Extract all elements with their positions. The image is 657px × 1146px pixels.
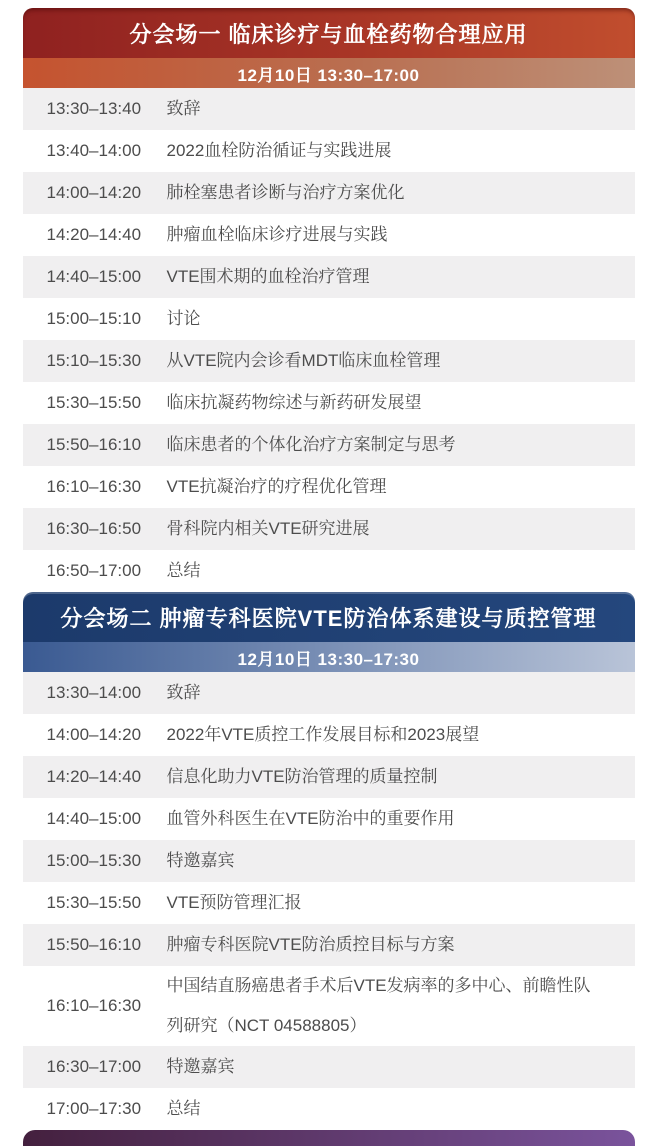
schedule-row [23, 298, 635, 340]
schedule-row [23, 1088, 635, 1130]
row-topic: 肺栓塞患者诊断与治疗方案优化 [166, 183, 405, 203]
schedule-row [23, 340, 635, 382]
row-time: 15:00–15:30 [46, 851, 142, 870]
schedule-row [23, 550, 635, 592]
schedule-row [23, 382, 635, 424]
row-topic: 临床抗凝药物综述与新药研发展望 [166, 393, 422, 413]
row-topic: 特邀嘉宾 [166, 851, 235, 871]
schedule-row [23, 756, 635, 798]
row-topic: 骨科院内相关VTE研究进展 [166, 519, 370, 539]
row-time: 13:30–14:00 [46, 683, 142, 702]
row-topic: 2022年VTE质控工作发展目标和2023展望 [166, 725, 480, 745]
row-topic: 中国结直肠癌患者手术后VTE发病率的多中心、前瞻性队列研究（NCT 04588805） [166, 976, 591, 1035]
row-topic: 特邀嘉宾 [166, 1056, 235, 1076]
row-time: 17:00–17:30 [46, 1098, 142, 1118]
session-2-datetime [23, 642, 635, 672]
row-topic: VTE围术期的血栓治疗管理 [166, 267, 370, 287]
row-topic: 信息化助力VTE防治管理的质量控制 [166, 767, 438, 787]
row-time: 15:30–15:50 [46, 893, 142, 912]
row-time: 14:40–15:00 [46, 267, 142, 286]
schedule-row [23, 466, 635, 508]
row-time: 15:50–16:10 [46, 935, 142, 954]
row-time: 13:40–14:00 [46, 141, 142, 160]
session-2-title: 分会场二 肿瘤专科医院VTE防治体系建设与质控管理 [60, 605, 597, 631]
next-session-header-peek [23, 1130, 635, 1146]
row-topic: VTE预防管理汇报 [166, 893, 302, 913]
row-time: 15:10–15:30 [46, 351, 142, 370]
row-topic: 肿瘤专科医院VTE防治质控目标与方案 [166, 935, 455, 955]
row-topic: 总结 [166, 1098, 201, 1118]
session-1-datetime [23, 58, 635, 88]
schedule-row [23, 1046, 635, 1088]
schedule-row [23, 508, 635, 550]
schedule-row [23, 256, 635, 298]
row-time: 16:30–16:50 [46, 519, 142, 538]
row-topic: 致辞 [166, 683, 201, 703]
row-topic: 2022血栓防治循证与实践进展 [166, 141, 392, 161]
row-time: 16:10–16:30 [46, 995, 142, 1015]
session-1-header [23, 8, 635, 58]
session-1 [23, 8, 635, 592]
schedule-row [23, 924, 635, 966]
row-topic: 总结 [166, 561, 201, 581]
schedule-row [23, 966, 635, 1046]
conference-agenda [23, 0, 635, 1130]
session-1-schedule [23, 88, 635, 592]
row-time: 14:00–14:20 [46, 725, 142, 744]
session-1-title: 分会场一 临床诊疗与血栓药物合理应用 [129, 21, 528, 47]
row-topic: VTE抗凝治疗的疗程优化管理 [166, 477, 387, 497]
row-topic: 血管外科医生在VTE防治中的重要作用 [166, 809, 455, 829]
row-topic: 讨论 [166, 309, 201, 329]
schedule-row [23, 882, 635, 924]
row-time: 14:40–15:00 [46, 809, 142, 828]
schedule-row [23, 88, 635, 130]
row-topic: 从VTE院内会诊看MDT临床血栓管理 [166, 351, 441, 371]
session-2-header [23, 592, 635, 642]
row-topic: 临床患者的个体化治疗方案制定与思考 [166, 435, 456, 455]
row-time: 15:00–15:10 [46, 309, 142, 328]
row-topic: 致辞 [166, 99, 201, 119]
schedule-row [23, 714, 635, 756]
row-time: 13:30–13:40 [46, 99, 142, 118]
schedule-row [23, 840, 635, 882]
schedule-row [23, 798, 635, 840]
row-time: 16:50–17:00 [46, 561, 142, 580]
schedule-row [23, 172, 635, 214]
row-topic: 肿瘤血栓临床诊疗进展与实践 [166, 225, 388, 245]
session-2-datetime-label: 12月10日 13:30–17:30 [237, 649, 420, 669]
schedule-row [23, 214, 635, 256]
row-time: 16:30–17:00 [46, 1056, 142, 1076]
row-time: 15:30–15:50 [46, 393, 142, 412]
row-time: 14:00–14:20 [46, 183, 142, 202]
schedule-row [23, 672, 635, 714]
schedule-row [23, 424, 635, 466]
row-time: 14:20–14:40 [46, 767, 142, 786]
row-time: 15:50–16:10 [46, 435, 142, 454]
session-1-datetime-label: 12月10日 13:30–17:00 [237, 65, 420, 85]
row-time: 14:20–14:40 [46, 225, 142, 244]
row-time: 16:10–16:30 [46, 477, 142, 496]
schedule-row [23, 130, 635, 172]
session-2 [23, 592, 635, 1130]
session-2-schedule [23, 672, 635, 1130]
